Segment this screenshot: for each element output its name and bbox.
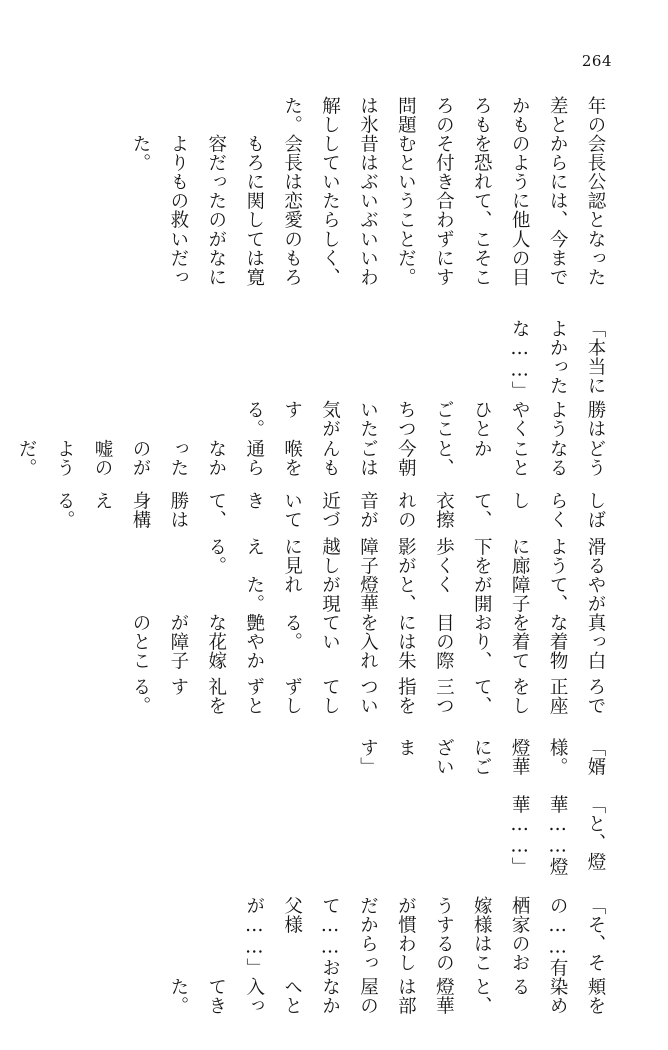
paragraph: ろで正座をして、三つ指をついてしずしずと礼をする。 [129,676,606,715]
paragraph: 「と、燈華……燈華……」 [509,795,606,877]
body-text [16,96,614,1016]
paragraph: 「そ、その……有栖家のお嫁様はこうするのが慣わしだからって……お父様が……」 [243,895,606,978]
paragraph: 滑るように廊下を歩く影が障子越しに見える。 [205,536,606,576]
paragraph: 「本当によかったな……」 [509,319,606,401]
paragraph: 「婿様。燈華にございます」 [357,738,606,777]
paragraph: 会長公認となったからには、今までのように他人の目を恐れて、こそこそ付き合わずにすむということだ。昔はぶいぶいいわしていたらしく、会長は恋愛のもろもろに関しては寛容だったのがなによりもの救いだった。 [129,134,606,288]
paragraph: 真っ白な着物を着ており、目の際には朱を入れている。 艶やかな花嫁が障子のとこ [129,613,606,671]
paragraph: どうなることかと、今朝ごはんも喉を通らなかったのが嘘のようだ。 [16,438,606,477]
paragraph: 頬を染めると、燈華は部屋のなかへと入ってきた。 [167,977,606,1016]
page-number: 264 [581,52,612,70]
paragraph: 勝はようやくひとごこちついた気がする。 [243,400,606,439]
paragraph: やがて、障子が開くと、燈華が現れた。 [243,575,606,614]
paragraph: しばらくして、衣擦れの音が近づいてきて、勝は身構える。 [54,491,606,530]
paragraph: 年の差とかもろもろの問題は氷解した。 [281,96,606,135]
